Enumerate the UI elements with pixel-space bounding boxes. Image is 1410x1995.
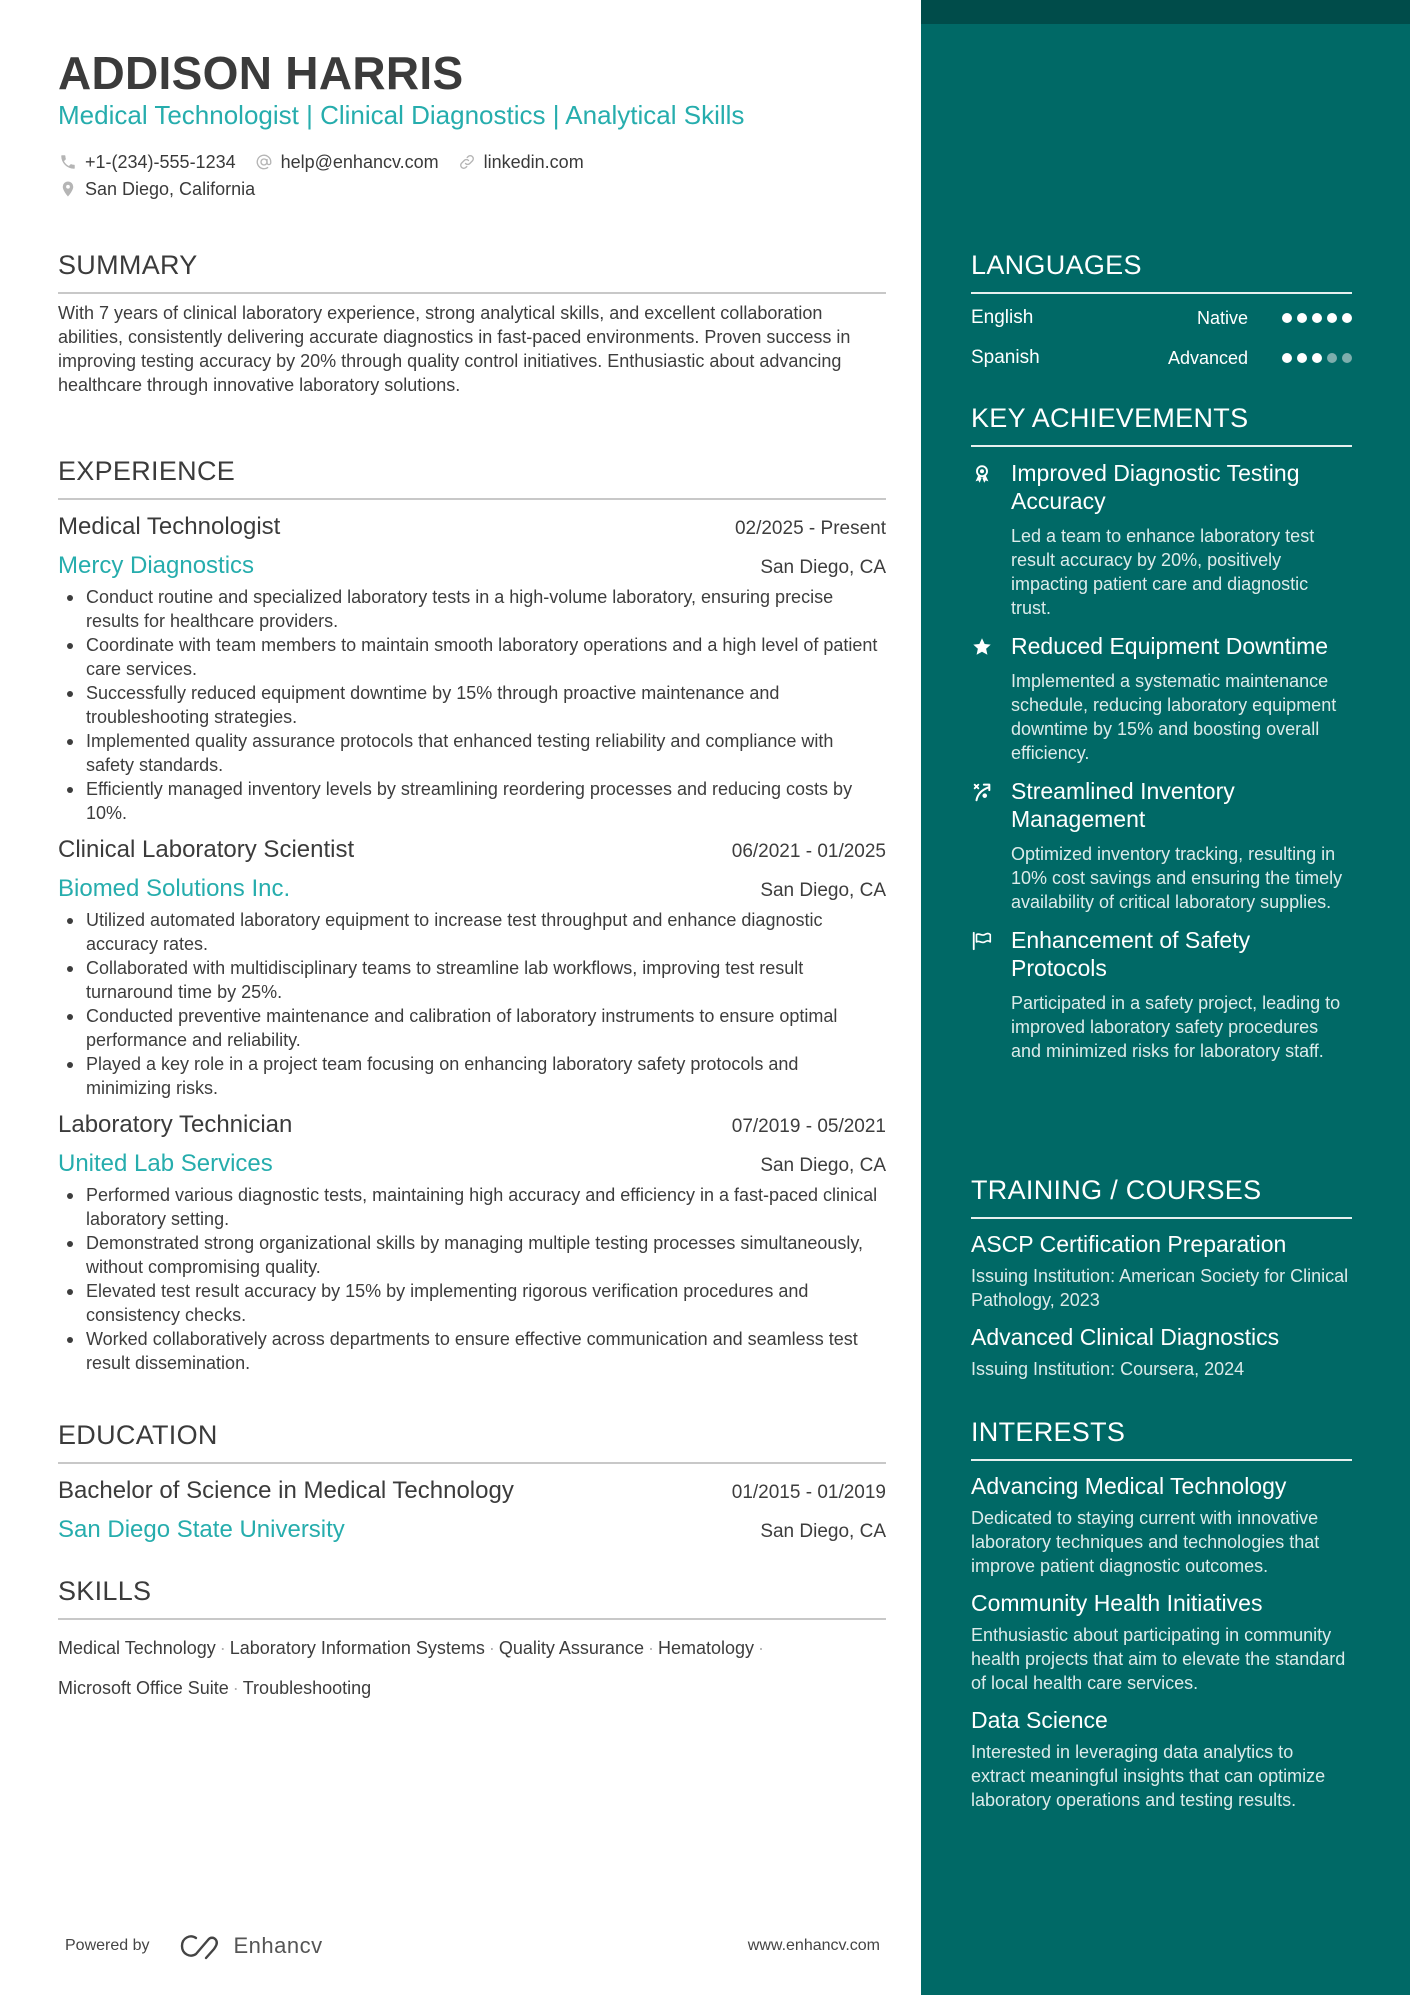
contact-linkedin[interactable] (457, 149, 584, 175)
education-entry (58, 1472, 886, 1550)
contact-phone[interactable] (58, 149, 236, 175)
rating-dot-filled (1312, 353, 1322, 363)
bullet: Implemented quality assurance protocols that enhanced testing reliability and compliance with safety standards. (58, 729, 886, 777)
interest-item (971, 1471, 1352, 1578)
achievement-item (971, 926, 1352, 1063)
achievement-description: Led a team to enhance laboratory test result accuracy by 20%, positively impacting patient care and diagnostic trust. (1011, 526, 1315, 618)
bullet: Efficiently managed inventory levels by streamlining reordering processes and reducing costs by 10%. (58, 777, 886, 825)
job-bullets (58, 908, 886, 1100)
interest-description: Enthusiastic about participating in community health projects that aim to elevate the standard of local health care services. (971, 1625, 1346, 1693)
course-title: Advanced Clinical Diagnostics (971, 1324, 1280, 1350)
course-item (971, 1322, 1352, 1381)
skill-separator: · (219, 1638, 226, 1658)
achievements-section (971, 401, 1352, 1063)
location-pin-icon (58, 179, 78, 199)
interest-description: Dedicated to staying current with innovative laboratory techniques and technologies that improve patient diagnostic outcomes. (971, 1508, 1320, 1576)
skills-section (58, 1574, 886, 1708)
course-title: ASCP Certification Preparation (971, 1231, 1287, 1257)
interest-item (971, 1705, 1352, 1812)
contact-email[interactable] (254, 149, 439, 175)
degree: Bachelor of Science in Medical Technology (58, 1477, 514, 1504)
section-title-education: EDUCATION (58, 1420, 218, 1450)
skill-tag: Microsoft Office Suite (58, 1678, 229, 1698)
language-level: Native (1196, 307, 1248, 328)
candidate-headline: Medical Technologist | Clinical Diagnostics | Analytical Skills (58, 100, 745, 130)
interest-title: Data Science (971, 1707, 1108, 1733)
job-bullets (58, 1183, 886, 1375)
interest-description: Interested in leveraging data analytics to extract meaningful insights that can optimize laboratory operations and testing results. (971, 1742, 1326, 1810)
bullet: Successfully reduced equipment downtime by 15% through proactive maintenance and troubleshooting strategies. (58, 681, 886, 729)
section-title-interests: INTERESTS (971, 1417, 1126, 1447)
bullet: Demonstrated strong organizational skills by managing multiple testing processes simultaneously, without compromising quality. (58, 1231, 886, 1279)
job-company: United Lab Services (58, 1150, 273, 1177)
divider (971, 1217, 1352, 1219)
course-description: Issuing Institution: American Society for Clinical Pathology, 2023 (971, 1266, 1349, 1310)
divider (971, 292, 1352, 294)
contact-location (58, 176, 255, 202)
rating-dot-filled (1342, 313, 1352, 323)
languages-section (971, 248, 1352, 378)
language-name: Spanish (971, 347, 1040, 368)
enhancv-logo-icon (178, 1932, 226, 1960)
divider (971, 445, 1352, 447)
sidebar-top-band (921, 0, 1410, 24)
sidebar (921, 0, 1410, 1995)
bullet: Conducted preventive maintenance and calibration of laboratory instruments to ensure optimal performance and reliability. (58, 1004, 886, 1052)
achievement-description: Implemented a systematic maintenance schedule, reducing laboratory equipment downtime by 15% and boosting overall efficiency. (1011, 671, 1337, 763)
bullet: Utilized automated laboratory equipment to increase test throughput and enhance diagnostic accuracy rates. (58, 908, 886, 956)
course-item (971, 1229, 1352, 1312)
course-description: Issuing Institution: Coursera, 2024 (971, 1359, 1245, 1379)
job-location: San Diego, CA (760, 880, 886, 901)
section-title-training: TRAINING / COURSES (971, 1175, 1262, 1205)
rating-dot-filled (1297, 313, 1307, 323)
rating-dot-filled (1297, 353, 1307, 363)
job-entry (58, 508, 886, 825)
rating-dot-filled (1327, 313, 1337, 323)
language-rating (1282, 313, 1352, 323)
job-location: San Diego, CA (760, 557, 886, 578)
bullet: Performed various diagnostic tests, maintaining high accuracy and efficiency in a fast-paced clinical laboratory setting. (58, 1183, 886, 1231)
powered-by (65, 1932, 323, 1960)
rating-dot-empty (1342, 353, 1352, 363)
location-text: San Diego, California (85, 178, 256, 199)
route-arrow-icon (971, 777, 1011, 914)
achievement-title: Reduced Equipment Downtime (1011, 633, 1329, 659)
skill-separator: · (488, 1638, 495, 1658)
phone-text: +1-(234)-555-1234 (85, 151, 236, 172)
interest-title: Advancing Medical Technology (971, 1473, 1287, 1499)
skill-tag: Hematology (657, 1638, 755, 1658)
language-rating (1282, 353, 1352, 363)
language-level: Advanced (1167, 347, 1248, 368)
contact-info (58, 148, 602, 202)
job-company: Mercy Diagnostics (58, 552, 255, 579)
bullet: Elevated test result accuracy by 15% by implementing rigorous verification procedures and consistency checks. (58, 1279, 886, 1327)
achievement-description: Participated in a safety project, leading to improved laboratory safety procedures and minimized risks for laboratory staff. (1011, 993, 1341, 1061)
job-entry (58, 831, 886, 1100)
bullet: Conduct routine and specialized laboratory tests in a high-volume laboratory, ensuring precise results for healthcare providers. (58, 585, 886, 633)
divider (971, 1459, 1352, 1461)
divider (58, 1462, 886, 1464)
flag-icon (971, 926, 1011, 1063)
section-title-summary: SUMMARY (58, 250, 198, 280)
achievement-item (971, 777, 1352, 914)
education-section (58, 1418, 886, 1550)
job-dates: 06/2021 - 01/2025 (731, 841, 886, 862)
award-ribbon-icon (971, 459, 1011, 620)
job-company: Biomed Solutions Inc. (58, 875, 291, 902)
achievement-item (971, 632, 1352, 765)
job-bullets (58, 585, 886, 825)
brand-name: Enhancv (233, 1933, 323, 1958)
bullet: Collaborated with multidisciplinary teams to streamline lab workflows, improving test result turnaround time by 25%. (58, 956, 886, 1004)
language-item (971, 338, 1352, 378)
skill-separator: · (232, 1678, 239, 1698)
experience-section (58, 454, 886, 1375)
linkedin-text: linkedin.com (483, 151, 584, 172)
language-item (971, 298, 1352, 338)
footer (65, 1928, 880, 1964)
interests-section (971, 1415, 1352, 1812)
section-title-achievements: KEY ACHIEVEMENTS (971, 403, 1249, 433)
job-title: Clinical Laboratory Scientist (58, 836, 355, 863)
phone-icon (58, 152, 78, 172)
skills-list (58, 1628, 886, 1708)
bullet: Played a key role in a project team focusing on enhancing laboratory safety protocols and minimizing risks. (58, 1052, 886, 1100)
rating-dot-empty (1327, 353, 1337, 363)
achievement-title: Improved Diagnostic Testing Accuracy (1011, 460, 1300, 514)
at-sign-icon (254, 152, 274, 172)
job-dates: 02/2025 - Present (734, 518, 886, 539)
achievement-item (971, 459, 1352, 620)
achievement-description: Optimized inventory tracking, resulting in 10% cost savings and ensuring the timely availability of critical laboratory supplies. (1011, 844, 1343, 912)
language-name: English (971, 307, 1034, 328)
interest-title: Community Health Initiatives (971, 1590, 1263, 1616)
star-icon (971, 632, 1011, 765)
candidate-name: ADDISON HARRIS (58, 47, 464, 99)
job-location: San Diego, CA (760, 1155, 886, 1176)
section-title-languages: LANGUAGES (971, 250, 1142, 280)
training-section (971, 1173, 1352, 1381)
interest-item (971, 1588, 1352, 1695)
rating-dot-filled (1282, 313, 1292, 323)
website-link[interactable]: www.enhancv.com (747, 1937, 880, 1954)
email-text: help@enhancv.com (280, 151, 439, 172)
link-icon (457, 152, 477, 172)
bullet: Worked collaboratively across departments to ensure effective communication and seamless test result dissemination. (58, 1327, 886, 1375)
job-title: Laboratory Technician (58, 1111, 293, 1138)
skill-separator: · (647, 1638, 654, 1658)
skill-tag: Medical Technology (58, 1638, 216, 1658)
divider (58, 292, 886, 294)
skill-tag: Troubleshooting (242, 1678, 372, 1698)
skill-tag: Quality Assurance (498, 1638, 644, 1658)
summary-section (58, 248, 886, 397)
achievement-title: Streamlined Inventory Management (1011, 778, 1235, 832)
bullet: Coordinate with team members to maintain smooth laboratory operations and a high level of patient care services. (58, 633, 886, 681)
skill-tag: Laboratory Information Systems (229, 1638, 485, 1658)
education-dates: 01/2015 - 01/2019 (731, 1482, 886, 1503)
job-dates: 07/2019 - 05/2021 (731, 1116, 886, 1137)
school: San Diego State University (58, 1516, 345, 1543)
summary-text: With 7 years of clinical laboratory experience, strong analytical skills, and excellent collaboration abilities, consistently delivering accurate diagnostics in fast-paced environments. Proven success in improving testing accuracy by 20% through quality control initiatives. Enthusiastic about advancing healthcare through innovative laboratory solutions. (58, 303, 851, 395)
divider (58, 498, 886, 500)
education-location: San Diego, CA (760, 1521, 886, 1542)
powered-by-label: Powered by (65, 1937, 150, 1954)
rating-dot-filled (1282, 353, 1292, 363)
skill-separator: · (758, 1638, 765, 1658)
achievement-title: Enhancement of Safety Protocols (1011, 927, 1251, 981)
job-entry (58, 1106, 886, 1375)
section-title-experience: EXPERIENCE (58, 456, 236, 486)
section-title-skills: SKILLS (58, 1576, 152, 1606)
job-title: Medical Technologist (58, 513, 281, 540)
rating-dot-filled (1312, 313, 1322, 323)
enhancv-logo[interactable] (178, 1932, 323, 1960)
divider (58, 1618, 886, 1620)
